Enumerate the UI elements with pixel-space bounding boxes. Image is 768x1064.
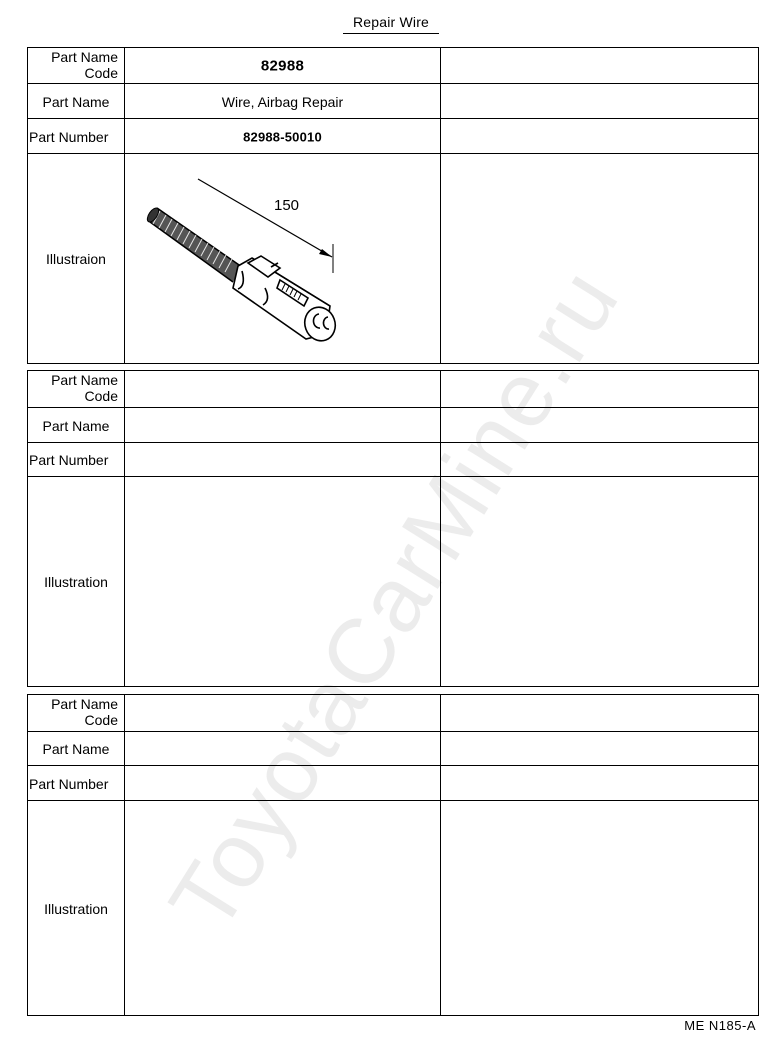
- label-part-name-code-line2: Code: [84, 65, 118, 81]
- row-part-number: [28, 765, 758, 801]
- notes-cell: [441, 48, 758, 83]
- notes-cell: [441, 801, 758, 1016]
- connector: [233, 256, 340, 345]
- row-illustration: [28, 476, 758, 687]
- row-part-name: [28, 407, 758, 443]
- repair-wire-illustration: [130, 176, 370, 351]
- row-part-name-code: [28, 371, 758, 407]
- label-illustration: Illustraion: [46, 251, 106, 267]
- label-part-name-code-line1: Part Name: [51, 372, 118, 388]
- part-name-value: Wire, Airbag Repair: [221, 93, 344, 110]
- label-part-number: Part Number: [29, 128, 109, 145]
- document-code: ME N185-A: [684, 1018, 756, 1033]
- notes-cell: [441, 766, 758, 801]
- part-form-2: [27, 370, 759, 687]
- notes-cell: [441, 84, 758, 119]
- illustration-area: [125, 477, 441, 687]
- notes-cell: [441, 119, 758, 154]
- row-illustration: [28, 153, 758, 364]
- dimension-label: 150: [274, 197, 300, 214]
- label-part-name-code-line2: Code: [84, 712, 118, 728]
- notes-cell: [441, 408, 758, 443]
- part-number-value: 82988-50010: [243, 129, 322, 144]
- notes-cell: [441, 477, 758, 687]
- label-part-number: Part Number: [29, 775, 109, 792]
- label-part-name-code-line2: Code: [84, 388, 118, 404]
- row-part-number: [28, 118, 758, 154]
- row-illustration: [28, 800, 758, 1016]
- label-part-name-code-line1: Part Name: [51, 696, 118, 712]
- part-form-3: [27, 694, 759, 1016]
- label-part-number: Part Number: [29, 452, 109, 468]
- label-illustration: Illustration: [44, 574, 108, 590]
- row-part-name-code: [28, 695, 758, 731]
- row-part-name: [28, 83, 758, 119]
- watermark: ToyotaCarMine.ru: [150, 251, 639, 949]
- notes-cell: [441, 732, 758, 766]
- notes-cell: [441, 154, 758, 364]
- part-name-code-value: 82988: [260, 57, 305, 74]
- label-illustration: Illustration: [44, 900, 108, 917]
- notes-cell: [441, 695, 758, 731]
- label-part-name: Part Name: [42, 93, 110, 110]
- label-part-name: Part Name: [42, 417, 110, 434]
- row-part-name: [28, 731, 758, 766]
- label-part-name: Part Name: [42, 741, 110, 757]
- illustration-area: [125, 801, 441, 1016]
- notes-cell: [441, 443, 758, 477]
- page-title: Repair Wire: [343, 14, 439, 34]
- corrugated-tube: [145, 206, 242, 282]
- notes-cell: [441, 371, 758, 407]
- row-part-name-code: [28, 48, 758, 83]
- label-part-name-code-line1: Part Name: [51, 49, 118, 65]
- part-form-1: [27, 47, 759, 364]
- row-part-number: [28, 442, 758, 477]
